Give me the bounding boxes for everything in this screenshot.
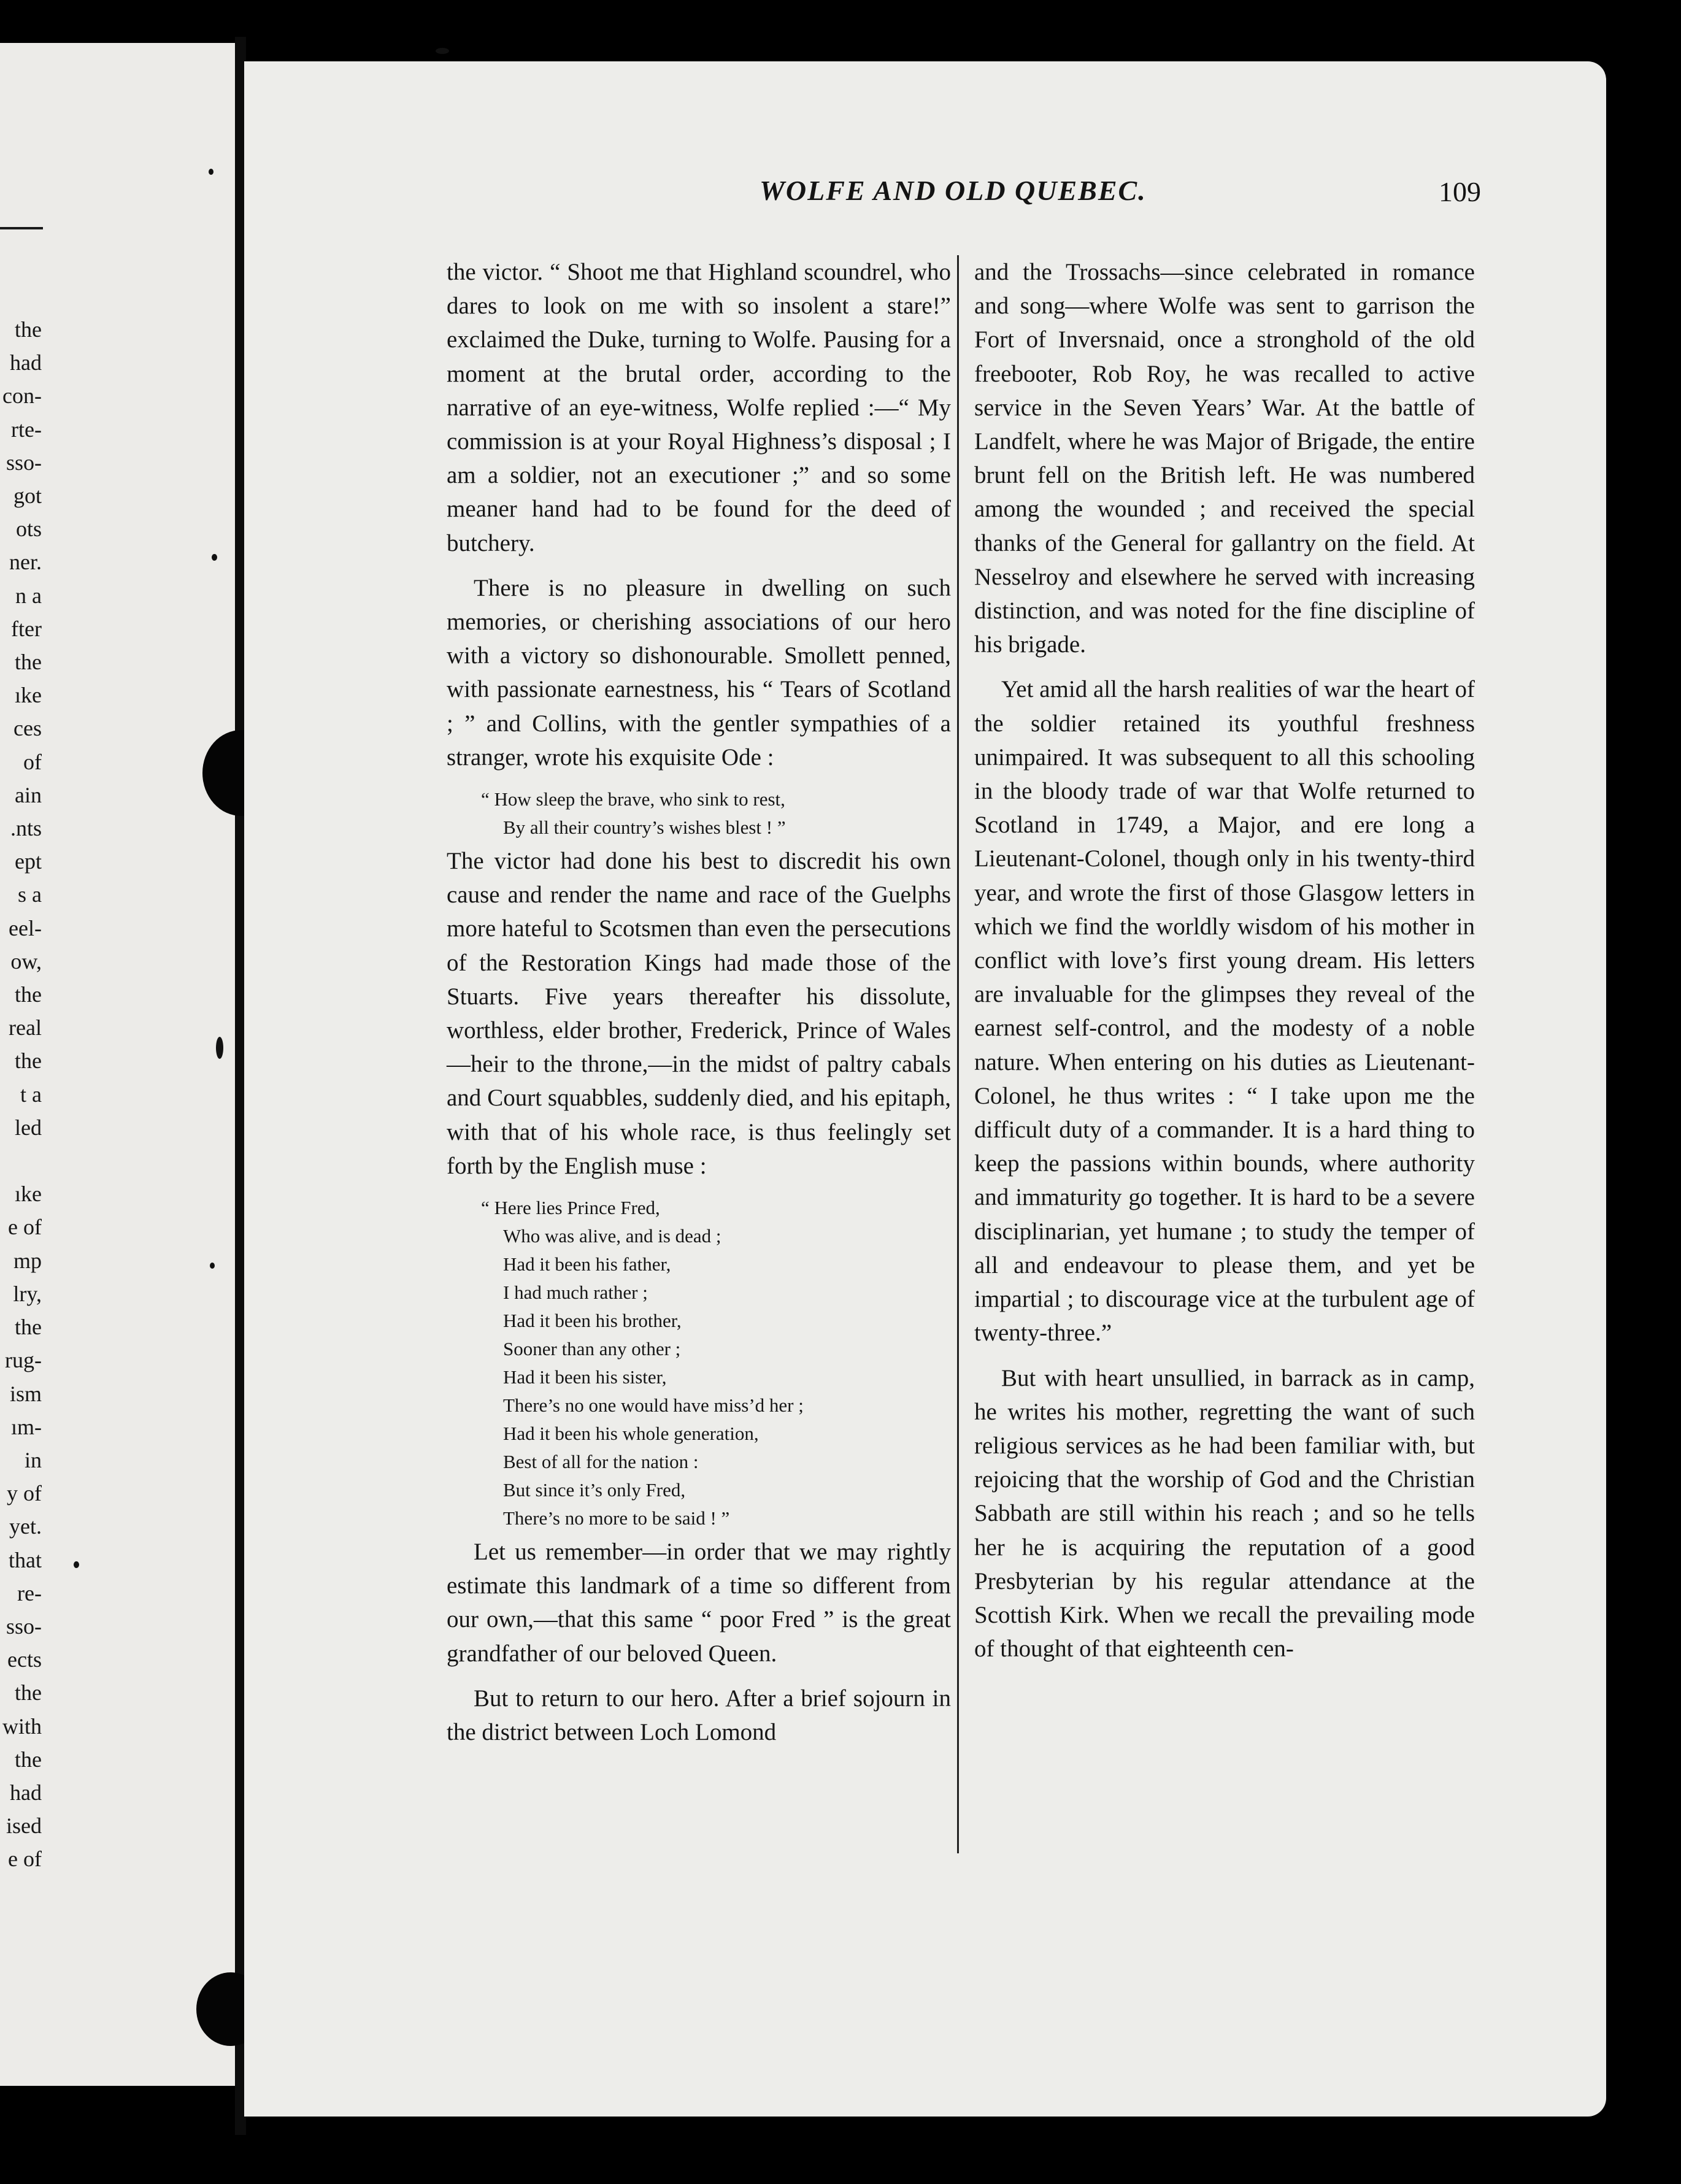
left-page-line: the: [15, 1315, 42, 1340]
verse-line: Had it been his whole generation,: [503, 1423, 759, 1445]
ink-speck: [210, 1263, 215, 1269]
left-page-line: lry,: [13, 1281, 42, 1306]
left-page-line: re-: [17, 1580, 42, 1605]
left-column: [447, 255, 951, 1760]
left-page-line: real: [9, 1015, 42, 1040]
left-page-line: ıke: [15, 683, 42, 708]
quoted-verse-prince-fred: [447, 1194, 951, 1532]
verse-line: Had it been his brother,: [503, 1310, 682, 1332]
left-page-line: n a: [15, 583, 42, 608]
left-page-line: sso-: [6, 450, 42, 475]
left-page-line: the: [15, 1747, 42, 1772]
paragraph: But to return to our hero. After a brief sojourn in the district between Loch Lomond: [447, 1685, 951, 1746]
left-page-line: eel-: [9, 915, 42, 940]
left-page-line: in: [24, 1447, 42, 1472]
verse-line: Had it been his sister,: [503, 1366, 667, 1388]
left-page-line: ces: [13, 716, 42, 741]
left-page-line: had: [10, 1780, 42, 1805]
paragraph: Yet amid all the harsh realities of war the heart of the soldier retained its youthful freshness unimpaired. It was subsequent to all this schooling in the bloody trade of war that Wolfe returned to Scotland in 1749, a Major, and ere long a Lieutenant-Colonel, though only in his twenty-third year, and wrote the first of those Glasgow letters in which we find the worldly wisdom of his mother in conflict with love’s first young dream. His letters are invaluable for the glimpses they reveal of the earnest self-control, and the modesty of a noble nature. When entering on his duties as Lieutenant-Colonel, he thus writes : “ I take upon me the difficult duty of a commander. It is a hard thing to keep the passions within bounds, where authority and immaturity go together. It is hard to be a severe disciplinarian, yet humane ; to study the temper of all and endeavour to please them, and yet be impartial ; to discourage vice at the turbulent age of twenty-three.”: [974, 676, 1475, 1347]
verse-line: Best of all for the nation :: [503, 1451, 699, 1473]
quoted-verse-collins: [447, 785, 951, 842]
left-page-line: mp: [13, 1248, 42, 1273]
left-page-line: the: [15, 982, 42, 1007]
left-page-line: t a: [20, 1082, 42, 1107]
ink-speck: [436, 48, 449, 54]
verse-line: There’s no more to be said ! ”: [503, 1507, 730, 1529]
left-page-line: the: [15, 1680, 42, 1705]
paragraph: There is no pleasure in dwelling on such memories, or cherishing associations of our hero with a victory so dishonourable. Smollett penned, with passionate earnestness, his “ Tears of Scotland ; ” and Collins, with the gentler sympathies of a stranger, wrote his exquisite Ode :: [447, 574, 951, 771]
left-page-line: rug-: [5, 1348, 42, 1373]
left-page-line: had: [10, 350, 42, 375]
left-page-line: ım-: [11, 1414, 42, 1439]
column-divider: [957, 255, 959, 1853]
running-title: WOLFE AND OLD QUEBEC.: [760, 175, 1147, 206]
left-page-line: ism: [9, 1381, 42, 1406]
left-page-line: that: [9, 1547, 42, 1572]
right-column: [974, 255, 1475, 1677]
left-page-line: e of: [8, 1215, 42, 1240]
ink-speck: [216, 1037, 223, 1059]
left-page-line: the: [15, 317, 42, 342]
verse-line: There’s no one would have miss’d her ;: [503, 1394, 804, 1417]
ink-speck: [209, 169, 213, 175]
left-page-line: fter: [11, 616, 42, 641]
paragraph: Let us remember—in order that we may rightly estimate this landmark of a time so different from our own,—that this same “ poor Fred ” is the great grandfather of our beloved Queen.: [447, 1539, 951, 1667]
left-page-line: ıke: [15, 1182, 42, 1207]
verse-line: But since it’s only Fred,: [503, 1479, 686, 1501]
left-page-line: con-: [2, 383, 42, 409]
left-page-line: the: [15, 650, 42, 675]
left-page-line: e of: [8, 1847, 42, 1872]
verse-line: “ How sleep the brave, who sink to rest,: [481, 788, 785, 810]
verse-line: Sooner than any other ;: [503, 1338, 681, 1360]
left-page-line: of: [23, 749, 42, 774]
verse-line: By all their country’s wishes blest ! ”: [503, 817, 786, 839]
left-page-line: ain: [15, 782, 42, 807]
paragraph: the victor. “ Shoot me that Highland scoundrel, who dares to look on me with so insolent a stare!” exclaimed the Duke, turning to Wolfe. Pausing for a moment at the brutal order, according to the narrative of an eye-witness, Wolfe replied :—“ My commission is at your Royal Highness’s disposal ; I am a soldier, not an executioner ;” and so some meaner hand had to be found for the deed of butchery.: [447, 259, 951, 556]
verse-line: “ Here lies Prince Fred,: [481, 1197, 660, 1219]
verse-line: I had much rather ;: [503, 1282, 648, 1304]
left-page-line: ots: [15, 517, 42, 542]
left-page-line: rte-: [11, 417, 42, 442]
left-page-line: .nts: [10, 816, 42, 841]
page-number: 109: [1439, 176, 1481, 207]
left-page-line: [0, 1144, 42, 1177]
left-page-line: the: [15, 1048, 42, 1074]
left-page-line: sso-: [6, 1613, 42, 1639]
ink-speck: [212, 554, 217, 561]
left-page-line: s a: [18, 882, 42, 907]
paragraph: The victor had done his best to discredit his own cause and render the name and race of the Guelphs more hateful to Scotsmen than even the persecutions of the Restoration Kings had made those of the Stuarts. Five years thereafter his dissolute, worthless, elder brother, Frederick, Prince of Wales—heir to the throne,—in the midst of paltry cabals and Court squabbles, suddenly died, and his epitaph, with that of his whole race, is thus feelingly set forth by the English muse :: [447, 848, 952, 1179]
left-page-line: ised: [6, 1813, 42, 1839]
left-page-line: y of: [7, 1481, 42, 1506]
verse-line: Had it been his father,: [503, 1253, 671, 1275]
left-page-line: ner.: [9, 550, 42, 575]
left-page-line: got: [13, 483, 42, 509]
left-page-line: ow,: [10, 948, 42, 974]
left-page-text: [0, 313, 42, 1876]
verse-line: Who was alive, and is dead ;: [503, 1225, 721, 1247]
left-page-line: led: [15, 1115, 42, 1140]
left-page-line: with: [2, 1713, 42, 1739]
paragraph: and the Trossachs—since celebrated in romance and song—where Wolfe was sent to garrison the Fort of Inversnaid, once a stronghold of the old freebooter, Rob Roy, he was recalled to active service in the Seven Years’ War. At the battle of Landfelt, where he was Major of Brigade, the entire brunt fell on the British left. He was numbered among the wounded ; and received the special thanks of the General for gallantry on the field. At Nesselroy and elsewhere he served with increasing distinction, and was noted for the fine discipline of his brigade.: [974, 259, 1475, 658]
paragraph: But with heart unsullied, in barrack as in camp, he writes his mother, regretting the want of such religious services as he had been familiar with, but rejoicing that the worship of God and the Christian Sabbath are still within his reach ; and so he tells her he is acquiring the reputation of a good Presbyterian by his regular attendance at the Scottish Kirk. When we recall the prevailing mode of thought of that eighteenth cen-: [974, 1364, 1475, 1663]
left-page-fragment: [0, 43, 236, 2086]
left-page-line: ects: [7, 1647, 42, 1672]
ink-speck: [74, 1561, 79, 1568]
left-page-rule: [0, 227, 43, 229]
left-page-line: yet.: [9, 1514, 42, 1539]
left-page-line: ept: [15, 849, 42, 874]
